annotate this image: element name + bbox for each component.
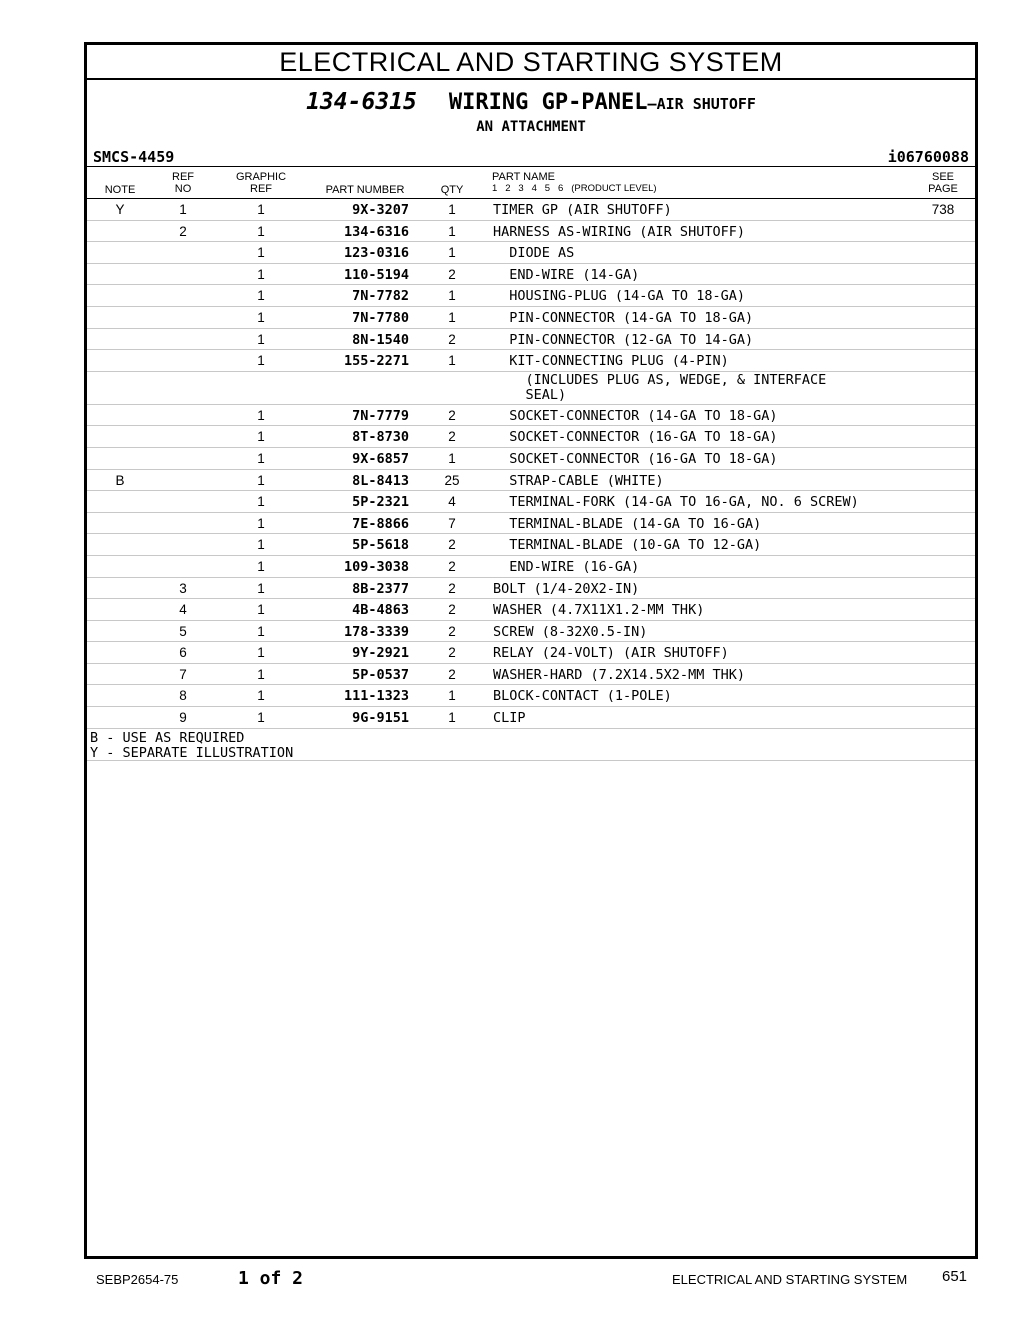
row-ref-no: 1 <box>179 202 187 217</box>
row-part-number: 7N-7782 <box>352 288 409 305</box>
row-graphic-ref: 1 <box>257 331 265 347</box>
row-ref-no: 5 <box>179 623 187 639</box>
group-subtitle: AN ATTACHMENT <box>476 119 586 135</box>
row-qty: 1 <box>448 688 456 704</box>
row-qty: 2 <box>448 666 456 682</box>
footer-page-of: 1 of 2 <box>238 1268 304 1289</box>
header-product-levels: 1 2 3 4 5 6 (PRODUCT LEVEL) <box>492 183 657 194</box>
table-row <box>87 221 975 243</box>
table-row <box>87 426 975 448</box>
footer-doc-number: SEBP2654-75 <box>96 1272 179 1287</box>
group-title <box>87 89 975 115</box>
footer-section: ELECTRICAL AND STARTING SYSTEM <box>672 1272 908 1287</box>
row-part-name: BOLT (1/4-20X2-IN) <box>493 580 640 597</box>
row-graphic-ref: 1 <box>257 472 265 488</box>
parts-page-frame <box>84 42 978 1259</box>
parts-table <box>87 199 975 761</box>
row-qty: 1 <box>448 202 456 217</box>
row-part-number: 111-1323 <box>343 688 409 705</box>
row-part-name: TERMINAL-BLADE (10-GA TO 12-GA) <box>493 537 762 554</box>
header-part-name <box>492 171 657 195</box>
row-qty: 1 <box>448 223 456 239</box>
header-graphic-ref-line2: REF <box>250 183 272 195</box>
row-part-name: PIN-CONNECTOR (14-GA TO 18-GA) <box>493 309 754 326</box>
row-part-number: 8N-1540 <box>352 331 409 348</box>
row-part-name: END-WIRE (16-GA) <box>493 558 640 575</box>
row-part-number: 4B-4863 <box>352 602 409 619</box>
row-qty: 2 <box>448 266 456 282</box>
row-part-number: 8B-2377 <box>352 580 409 597</box>
row-qty: 2 <box>448 558 456 574</box>
row-ref-no: 8 <box>179 688 187 704</box>
header-see-page-line1: SEE <box>931 171 954 183</box>
row-qty: 1 <box>448 353 456 369</box>
row-ref-no: 7 <box>179 666 187 682</box>
header-ref-no-line1: REF <box>172 171 194 183</box>
group-name-suffix: —AIR SHUTOFF <box>647 95 756 113</box>
row-graphic-ref: 1 <box>257 223 265 239</box>
header-see-page-line2: PAGE <box>928 183 958 195</box>
table-row <box>87 350 975 372</box>
row-part-number: 123-0316 <box>343 245 409 262</box>
table-row <box>87 405 975 427</box>
table-row <box>87 642 975 664</box>
row-part-name: RELAY (24-VOLT) (AIR SHUTOFF) <box>493 645 729 662</box>
row-qty: 7 <box>448 515 456 531</box>
row-part-name: SOCKET-CONNECTOR (16-GA TO 18-GA) <box>493 429 778 446</box>
table-row <box>87 513 975 535</box>
row-qty: 2 <box>448 623 456 639</box>
footnote: B - USE AS REQUIRED <box>90 729 245 746</box>
row-see-page: 738 <box>931 202 955 217</box>
header-ref-no-line2: NO <box>174 183 192 195</box>
footer-page-number: 651 <box>942 1268 968 1285</box>
header-ref-no <box>163 171 203 195</box>
row-qty: 2 <box>448 602 456 618</box>
section-title: ELECTRICAL AND STARTING SYSTEM <box>87 45 975 80</box>
row-graphic-ref: 1 <box>257 710 265 726</box>
row-graphic-ref: 1 <box>257 645 265 661</box>
row-graphic-ref: 1 <box>257 623 265 639</box>
table-row <box>87 264 975 286</box>
row-part-name: (INCLUDES PLUG AS, WEDGE, & INTERFACE SEAL) <box>525 371 827 403</box>
row-part-name: PIN-CONNECTOR (12-GA TO 14-GA) <box>493 331 754 348</box>
row-part-number: 7N-7780 <box>352 309 409 326</box>
table-row <box>87 621 975 643</box>
row-graphic-ref: 1 <box>257 602 265 618</box>
row-qty: 2 <box>448 407 456 423</box>
illustration-id: i06760088 <box>887 148 969 166</box>
row-ref-no: 3 <box>179 580 187 596</box>
row-graphic-ref: 1 <box>257 266 265 282</box>
row-part-number: 110-5194 <box>343 266 409 283</box>
row-part-name: CLIP <box>493 710 526 727</box>
row-part-name: KIT-CONNECTING PLUG (4-PIN) <box>493 353 729 370</box>
footnote: Y - SEPARATE ILLUSTRATION <box>90 744 294 761</box>
table-row <box>87 470 975 492</box>
footnotes <box>87 729 975 761</box>
header-see-page <box>921 171 965 195</box>
row-part-number: 9X-6857 <box>352 450 409 467</box>
row-graphic-ref: 1 <box>257 245 265 261</box>
row-part-number: 109-3038 <box>343 558 409 575</box>
row-ref-no: 6 <box>179 645 187 661</box>
smcs-code: SMCS-4459 <box>93 148 175 166</box>
row-qty: 2 <box>448 537 456 553</box>
row-part-name: HARNESS AS-WIRING (AIR SHUTOFF) <box>493 223 745 240</box>
row-part-number: 7E-8866 <box>352 515 409 532</box>
table-row <box>87 534 975 556</box>
row-graphic-ref: 1 <box>257 537 265 553</box>
row-part-name: WASHER-HARD (7.2X14.5X2-MM THK) <box>493 666 745 683</box>
row-part-number: 8T-8730 <box>352 429 409 446</box>
table-row <box>87 707 975 729</box>
row-ref-no: 9 <box>179 710 187 726</box>
row-graphic-ref: 1 <box>257 666 265 682</box>
row-part-name: STRAP-CABLE (WHITE) <box>493 472 664 489</box>
header-rule <box>87 166 975 167</box>
table-row <box>87 664 975 686</box>
row-graphic-ref: 1 <box>257 288 265 304</box>
row-graphic-ref: 1 <box>257 558 265 574</box>
row-qty: 2 <box>448 645 456 661</box>
row-part-number: 178-3339 <box>343 623 409 640</box>
row-graphic-ref: 1 <box>257 309 265 325</box>
header-part-number: PART NUMBER <box>325 184 405 196</box>
row-qty: 2 <box>448 580 456 596</box>
row-part-name: SOCKET-CONNECTOR (14-GA TO 18-GA) <box>493 407 778 424</box>
group-name: WIRING GP-PANEL <box>448 90 648 115</box>
row-ref-no: 4 <box>179 602 187 618</box>
row-ref-no: 2 <box>179 223 187 239</box>
page-footer <box>0 1268 1020 1298</box>
header-note: NOTE <box>104 184 136 196</box>
row-graphic-ref: 1 <box>257 494 265 510</box>
table-row <box>87 685 975 707</box>
row-graphic-ref: 1 <box>257 429 265 445</box>
row-graphic-ref: 1 <box>257 450 265 466</box>
table-row <box>87 599 975 621</box>
table-row <box>87 372 975 405</box>
table-row <box>87 448 975 470</box>
row-part-name: DIODE AS <box>493 245 575 262</box>
row-part-name: HOUSING-PLUG (14-GA TO 18-GA) <box>493 288 745 305</box>
row-graphic-ref: 1 <box>257 580 265 596</box>
table-row <box>87 307 975 329</box>
table-row <box>87 556 975 578</box>
row-graphic-ref: 1 <box>257 353 265 369</box>
row-note: Y <box>115 202 125 217</box>
row-part-name: BLOCK-CONTACT (1-POLE) <box>493 688 672 705</box>
header-part-name-line1: PART NAME <box>492 171 555 183</box>
table-row <box>87 329 975 351</box>
row-part-name: TERMINAL-FORK (14-GA TO 16-GA, NO. 6 SCREW) <box>493 494 859 511</box>
row-part-name: WASHER (4.7X11X1.2-MM THK) <box>493 602 705 619</box>
group-part-number: 134-6315 <box>306 89 417 115</box>
row-graphic-ref: 1 <box>257 688 265 704</box>
table-row <box>87 491 975 513</box>
row-part-number: 5P-2321 <box>352 494 409 511</box>
row-qty: 4 <box>448 494 456 510</box>
row-graphic-ref: 1 <box>257 515 265 531</box>
table-row <box>87 578 975 600</box>
row-qty: 1 <box>448 309 456 325</box>
row-part-number: 155-2271 <box>343 353 409 370</box>
row-part-number: 8L-8413 <box>352 472 409 489</box>
row-qty: 1 <box>448 450 456 466</box>
row-part-name: SCREW (8-32X0.5-IN) <box>493 623 648 640</box>
row-part-number: 134-6316 <box>343 223 409 240</box>
row-part-number: 5P-5618 <box>352 537 409 554</box>
row-graphic-ref: 1 <box>257 202 265 217</box>
row-qty: 1 <box>448 710 456 726</box>
row-part-name: TIMER GP (AIR SHUTOFF) <box>493 202 672 218</box>
table-row <box>87 285 975 307</box>
header-graphic-ref-line1: GRAPHIC <box>235 171 287 183</box>
row-graphic-ref: 1 <box>257 407 265 423</box>
row-part-number: 9Y-2921 <box>352 645 409 662</box>
row-part-number: 7N-7779 <box>352 407 409 424</box>
row-qty: 1 <box>448 288 456 304</box>
row-note: B <box>115 472 125 488</box>
row-part-name: SOCKET-CONNECTOR (16-GA TO 18-GA) <box>493 450 778 467</box>
header-qty: QTY <box>440 184 464 196</box>
row-part-number: 9X-3207 <box>352 202 409 218</box>
row-qty: 2 <box>448 331 456 347</box>
table-row <box>87 242 975 264</box>
row-qty: 1 <box>448 245 456 261</box>
row-part-name: END-WIRE (14-GA) <box>493 266 640 283</box>
table-row <box>87 199 975 221</box>
row-qty: 25 <box>444 472 460 488</box>
row-part-name: TERMINAL-BLADE (14-GA TO 16-GA) <box>493 515 762 532</box>
row-part-number: 5P-0537 <box>352 666 409 683</box>
row-part-number: 9G-9151 <box>352 710 409 727</box>
header-graphic-ref <box>227 171 295 195</box>
row-qty: 2 <box>448 429 456 445</box>
